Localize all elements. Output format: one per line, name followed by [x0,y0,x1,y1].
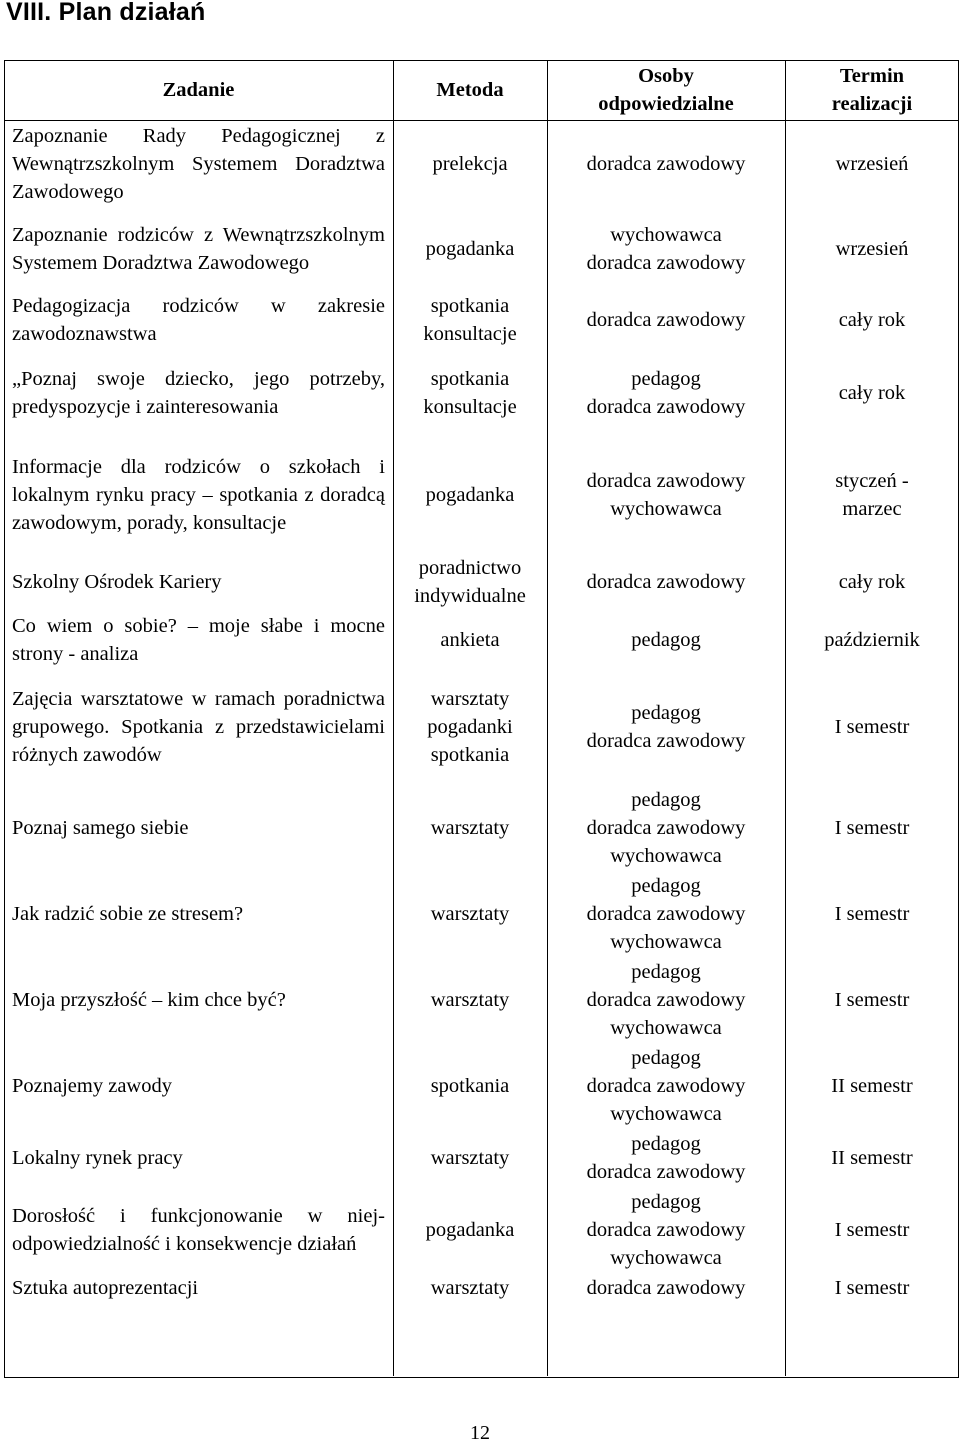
responsible-line: doradca zawodowy [586,251,746,274]
responsible-line: doradca zawodowy [586,729,746,752]
responsible-line: doradca zawodowy [586,1276,746,1299]
responsible-cell [547,1043,785,1129]
method-line: poradnictwo [418,556,522,579]
responsible-cell [547,669,785,785]
deadline-cell [785,553,959,611]
table-row [4,871,959,957]
deadline-line: wrzesień [835,152,909,175]
responsible-line: doradca zawodowy [586,469,746,492]
deadline-line: I semestr [834,1218,910,1241]
deadline-line: I semestr [834,715,910,738]
method-line: indywidualne [414,584,526,607]
section-title: VIII. Plan działań [6,0,206,26]
table-row [4,611,959,669]
responsible-line: wychowawca [610,1246,722,1269]
responsible-line: doradca zawodowy [586,1218,746,1241]
deadline-cell [785,957,959,1043]
page-number: 12 [470,1422,490,1444]
method-cell [393,611,547,669]
responsible-line: doradca zawodowy [586,988,746,1011]
action-plan-table [4,60,959,1303]
responsible-line: wychowawca [610,930,722,953]
table-row [4,349,959,437]
task-cell: Szkolny Ośrodek Kariery [12,570,222,593]
responsible-cell [547,207,785,291]
method-cell [393,1273,547,1303]
method-line: konsultacje [423,322,517,345]
table-row [4,1273,959,1303]
responsible-line: pedagog [631,874,701,897]
responsible-line: pedagog [631,788,701,811]
method-line: warsztaty [430,902,510,925]
task-cell: Co wiem o sobie? – moje słabe i mocne strony - analiza [12,614,385,665]
responsible-line: wychowawca [610,1102,722,1125]
task-cell: „Poznaj swoje dziecko, jego potrzeby, predyspozycje i zainteresowania [12,367,385,418]
deadline-cell [785,349,959,437]
task-cell: Poznaj samego siebie [12,816,189,839]
method-cell [393,553,547,611]
method-cell [393,121,547,207]
deadline-line: październik [824,628,920,651]
header-deadline: Termin realizacji [785,60,959,121]
responsible-line: pedagog [631,367,701,390]
table-row [4,207,959,291]
method-line: warsztaty [430,988,510,1011]
responsible-cell [547,871,785,957]
responsible-line: wychowawca [610,844,722,867]
task-cell: Poznajemy zawody [12,1074,172,1097]
method-cell [393,785,547,871]
responsible-line: pedagog [631,628,701,651]
table-row [4,1187,959,1273]
deadline-cell [785,121,959,207]
deadline-line: cały rok [838,570,906,593]
method-cell [393,349,547,437]
method-line: pogadanka [425,1218,515,1241]
method-line: ankieta [440,628,500,651]
deadline-line: wrzesień [835,237,909,260]
task-cell: Moja przyszłość – kim chce być? [12,988,286,1011]
table-row [4,957,959,1043]
task-cell: Zapoznanie rodziców z Wewnątrzszkolnym Systemem Doradztwa Zawodowego [12,223,385,274]
table-row [4,121,959,207]
responsible-cell [547,437,785,553]
responsible-line: doradca zawodowy [586,902,746,925]
table-row [4,437,959,553]
method-line: konsultacje [423,395,517,418]
responsible-cell [547,1187,785,1273]
responsible-cell [547,291,785,349]
method-cell [393,1043,547,1129]
task-cell: Dorosłość i funkcjonowanie w niej- odpowiedzialność i konsekwencje działań [12,1204,385,1255]
deadline-line: I semestr [834,902,910,925]
deadline-cell [785,207,959,291]
responsible-cell [547,1129,785,1187]
method-line: warsztaty [430,1146,510,1169]
responsible-line: doradca zawodowy [586,1160,746,1183]
method-line: warsztaty [430,1276,510,1299]
responsible-line: wychowawca [610,1016,722,1039]
responsible-line: doradca zawodowy [586,308,746,331]
table-row [4,553,959,611]
responsible-cell [547,785,785,871]
table-row [4,785,959,871]
deadline-cell [785,437,959,553]
responsible-cell [547,611,785,669]
deadline-line: I semestr [834,988,910,1011]
task-cell: Jak radzić sobie ze stresem? [12,902,244,925]
responsible-line: pedagog [631,1046,701,1069]
deadline-line: marzec [842,497,902,520]
task-cell: Pedagogizacja rodziców w zakresie zawodoznawstwa [12,294,385,345]
responsible-line: wychowawca [610,223,722,246]
table-row [4,1043,959,1129]
responsible-line: pedagog [631,1132,701,1155]
method-line: pogadanka [425,237,515,260]
method-cell [393,669,547,785]
method-line: spotkania [430,1074,510,1097]
method-cell [393,957,547,1043]
responsible-line: wychowawca [610,497,722,520]
task-cell: Informacje dla rodziców o szkołach i lokalnym rynku pracy – spotkania z doradcą zawodowym, porady, konsultacje [12,455,385,534]
method-cell [393,1129,547,1187]
deadline-cell [785,1187,959,1273]
deadline-cell [785,291,959,349]
deadline-cell [785,1129,959,1187]
task-cell: Zapoznanie Rady Pedagogicznej z Wewnątrzszkolnym Systemem Doradztwa Zawodowego [12,124,385,203]
responsible-line: pedagog [631,701,701,724]
responsible-line: pedagog [631,1190,701,1213]
header-responsible: Osoby odpowiedzialne [547,60,785,121]
deadline-line: II semestr [831,1074,913,1097]
method-cell [393,291,547,349]
method-line: pogadanka [425,483,515,506]
responsible-line: doradca zawodowy [586,395,746,418]
deadline-cell [785,611,959,669]
table-row [4,1129,959,1187]
header-task: Zadanie [4,60,393,121]
task-cell: Sztuka autoprezentacji [12,1276,199,1299]
header-method: Metoda [393,60,547,121]
method-line: warsztaty [430,687,510,710]
responsible-line: doradca zawodowy [586,570,746,593]
deadline-line: styczeń - [835,469,909,492]
method-line: prelekcja [432,152,508,175]
responsible-cell [547,957,785,1043]
deadline-cell [785,1043,959,1129]
deadline-line: I semestr [834,816,910,839]
deadline-line: cały rok [838,381,906,404]
responsible-line: pedagog [631,960,701,983]
method-line: spotkania [430,367,510,390]
responsible-cell [547,349,785,437]
method-cell [393,871,547,957]
deadline-cell [785,785,959,871]
method-line: spotkania [430,743,510,766]
deadline-cell [785,669,959,785]
task-cell: Zajęcia warsztatowe w ramach poradnictwa grupowego. Spotkania z przedstawicielami różnych zawodów [12,687,385,766]
method-line: pogadanki [427,715,513,738]
responsible-cell [547,553,785,611]
deadline-line: II semestr [831,1146,913,1169]
deadline-line: cały rok [838,308,906,331]
method-line: spotkania [430,294,510,317]
method-cell [393,437,547,553]
responsible-line: doradca zawodowy [586,152,746,175]
table-header-row [4,60,959,121]
table-row [4,669,959,785]
method-cell [393,1187,547,1273]
method-line: warsztaty [430,816,510,839]
responsible-line: doradca zawodowy [586,1074,746,1097]
method-cell [393,207,547,291]
deadline-cell [785,1273,959,1303]
responsible-cell [547,121,785,207]
deadline-line: I semestr [834,1276,910,1299]
table-row [4,291,959,349]
deadline-cell [785,871,959,957]
task-cell: Lokalny rynek pracy [12,1146,183,1169]
responsible-line: doradca zawodowy [586,816,746,839]
responsible-cell [547,1273,785,1303]
